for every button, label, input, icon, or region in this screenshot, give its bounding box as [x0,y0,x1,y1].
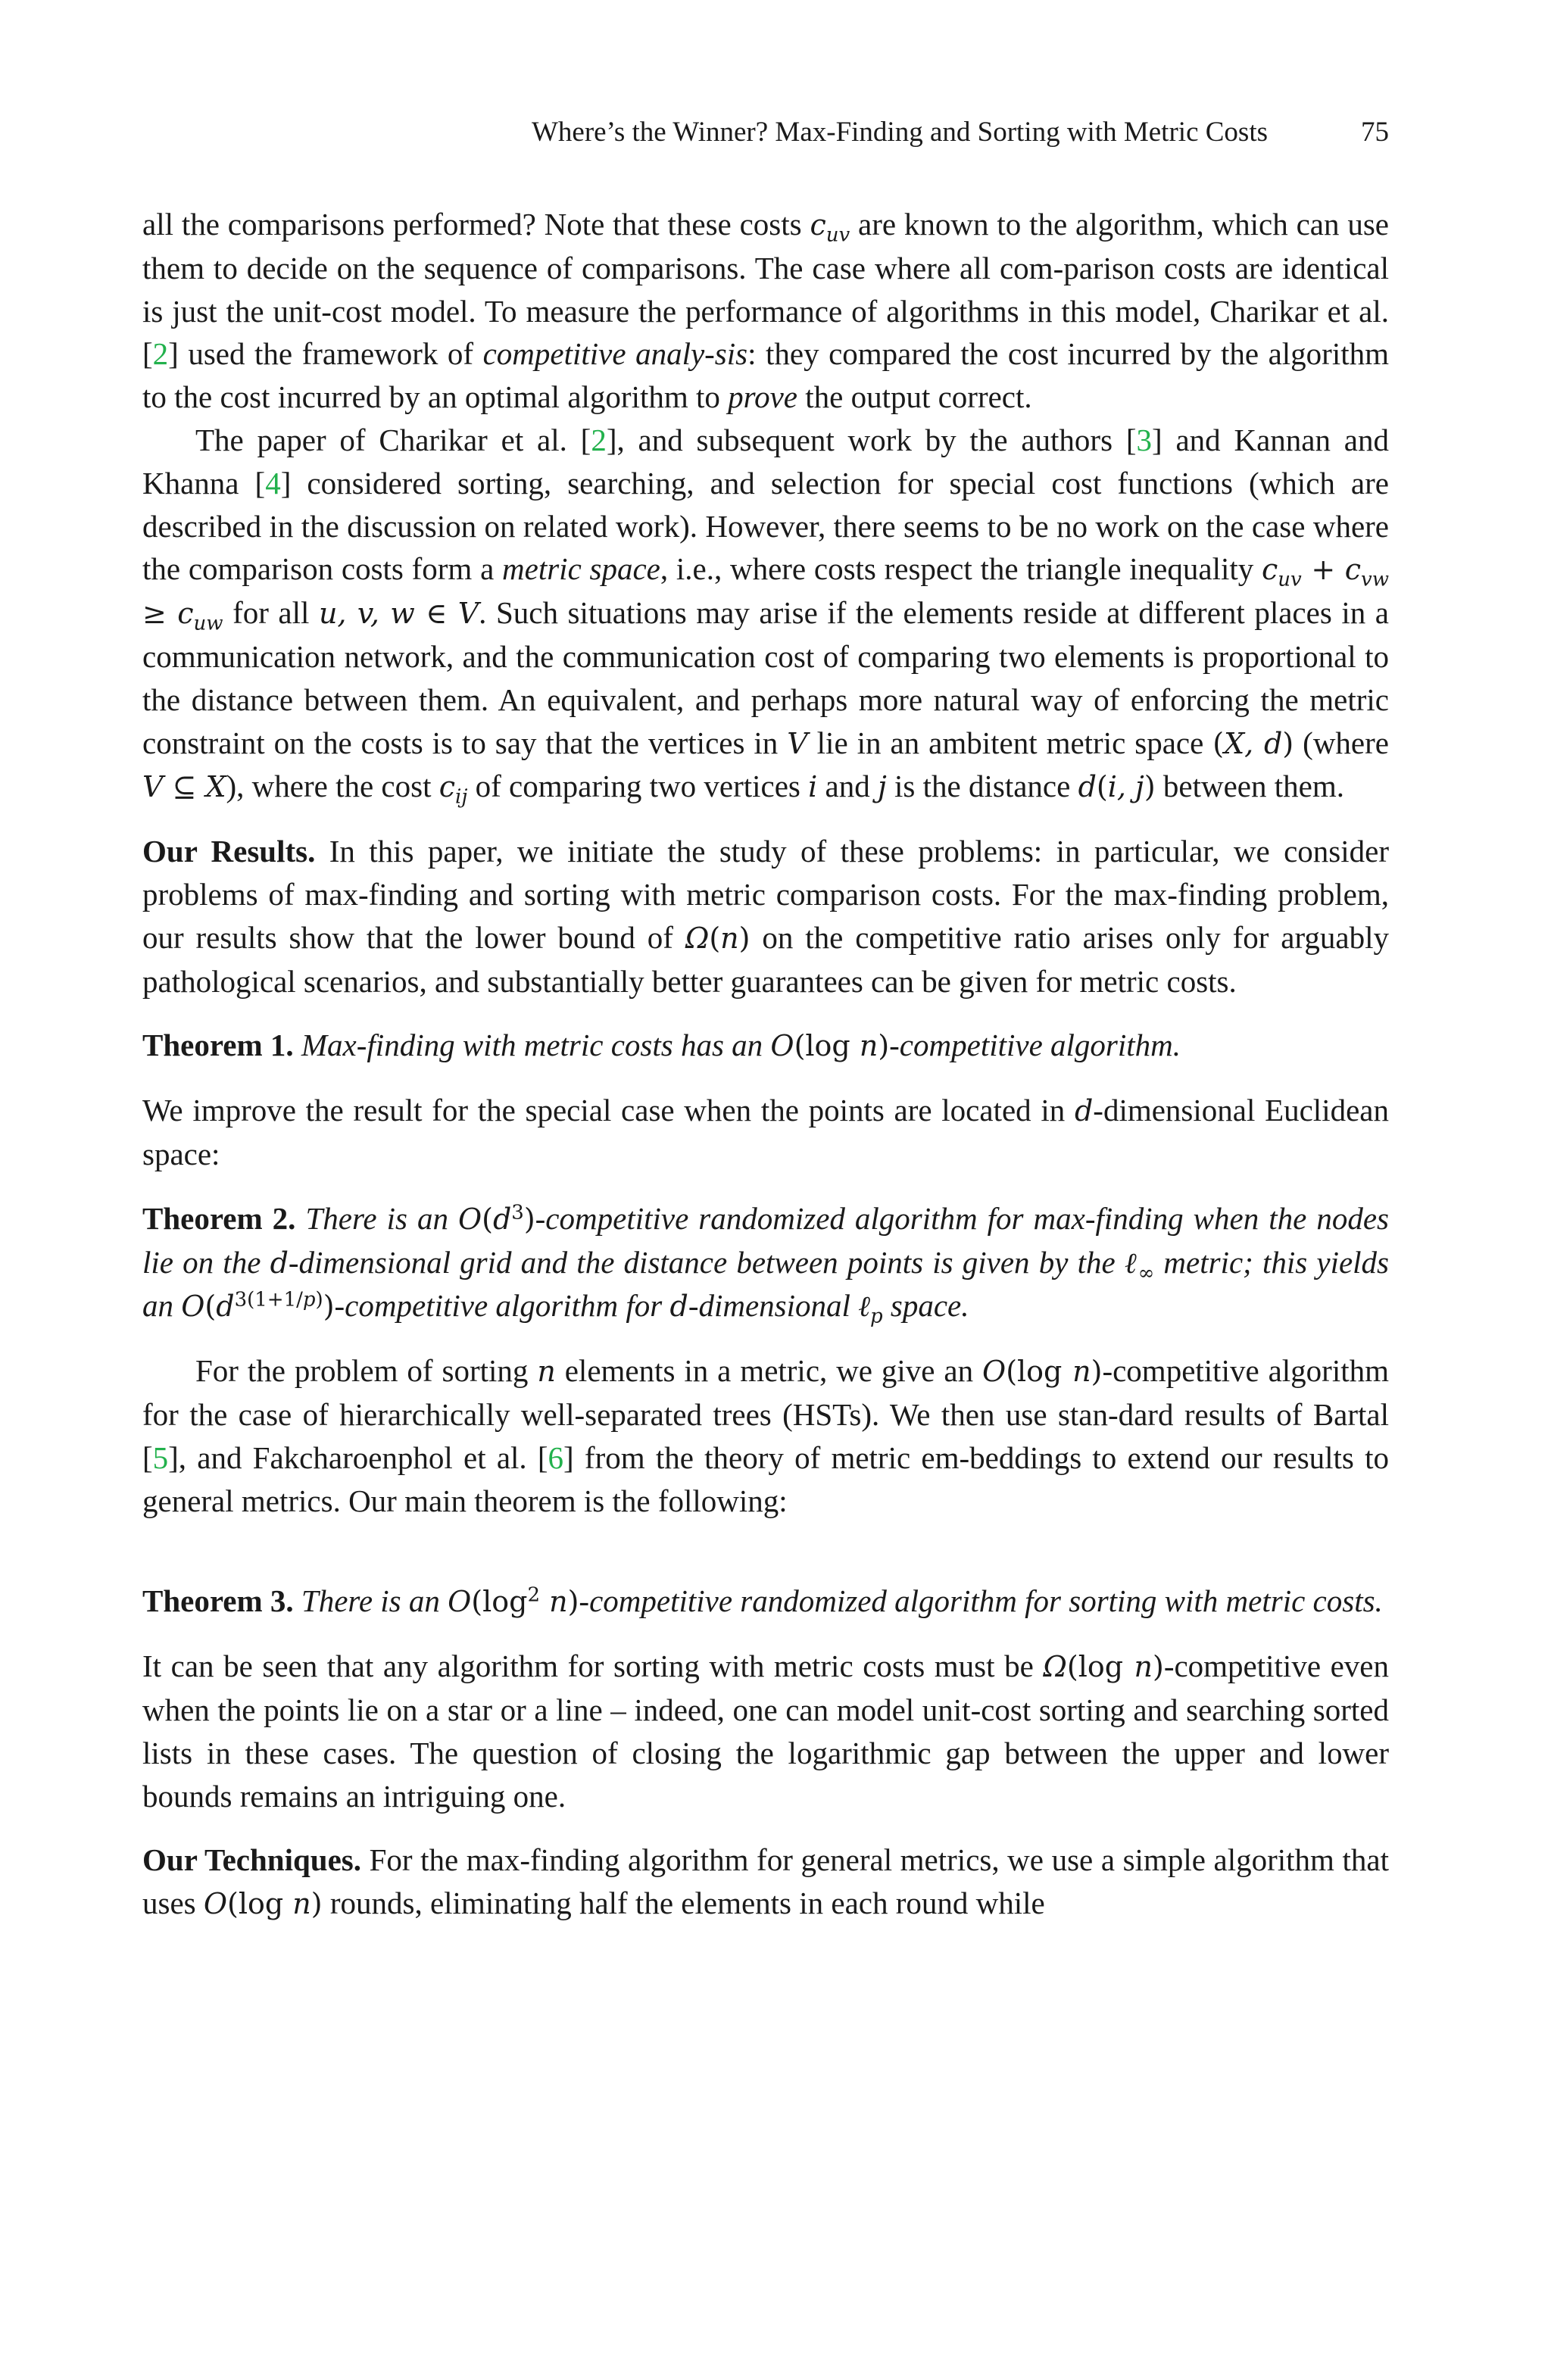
our-results-heading: Our Results. [142,834,316,869]
paragraph-5: It can be seen that any algorithm for sorting with metric costs must be Ω(log n)-competitive even when the points lie on a star or a line – indeed, one can model unit-cost sorting and searching sorted lists in these cases. The question of closing the logarithmic gap between the upper and lower bounds remains an intriguing one. [142,1649,1389,1814]
paragraph-4: For the problem of sorting n elements in a metric, we give an O(log n)-competitive algorithm for the case of hierarchically well-separated trees (HSTs). We then use stan-dard results of Bartal [5], and Fakcharoenphol et al. [6] from the theory of metric em-beddings to extend our results to general metrics. Our main theorem is the following: [142,1353,1389,1518]
paragraph-1: all the comparisons performed? Note that these costs $c_{uv}$ are known to the algorithm, which can use them to decide on the sequence of comparisons. The case where all com-parison costs are identical is just the unit-cost model. To measure the performance of algorithms in this model, Charikar et al. [2] used the framework of competitive analy-sis: they compared the cost incurred by the algorithm to the cost incurred by an optimal algorithm to prove the output correct. [142,207,1389,415]
body-text [142,203,1389,1926]
theorem-1: Theorem 1. Max-finding with metric costs has an O(log n)-competitive algorithm. [142,1028,1181,1063]
page-number: 75 [1361,117,1389,148]
citation-link[interactable]: 3 [1136,422,1152,457]
citation-link[interactable]: 5 [152,1440,169,1475]
theorem-2-heading: Theorem 2. [142,1200,296,1236]
citation-link[interactable]: 4 [265,465,281,501]
theorem-3-heading: Theorem 3. [142,1583,294,1619]
citation-link[interactable]: 2 [152,336,169,372]
paragraph-3: We improve the result for the special case when the points are located in d-dimensional Euclidean space: [142,1093,1389,1171]
running-title: Where’s the Winner? Max-Finding and Sorting with Metric Costs [531,117,1268,148]
theorem-2: Theorem 2. There is an $O(d^3)$-competitive randomized algorithm for max-finding when the nodes lie on the d-dimensional grid and the distance between points is given by the ℓ$_\infty$ metric; this yields an $O(d^{3(1+1/p)})$-competitive algorithm for d-dimensional ℓ$_p$ space. [142,1200,1390,1328]
running-head [142,114,1389,151]
our-techniques-heading: Our Techniques. [142,1842,361,1878]
citation-link[interactable]: 6 [548,1440,564,1475]
theorem-1-heading: Theorem 1. [142,1028,294,1063]
paragraph-2: The paper of Charikar et al. [2], and subsequent work by the authors [3] and Kannan and Khanna [4] considered sorting, searching, and selection for special cost functions (which are described in the discussion on related work). However, there seems to be no work on the case where the comparison costs form a metric space, i.e., where costs respect the triangle inequality $c_{uv} + c_{vw} \ge c_{uw}$ for all u, v, w ∈ V. Such situations may arise if the elements reside at different places in a communication network, and the communication cost of comparing two elements is proportional to the distance between them. An equivalent, and perhaps more natural way of enforcing the metric constraint on the costs is to say that the vertices in V lie in an ambitent metric space (X, d) (where V ⊆ X), where the cost $c_{ij}$ of comparing two vertices i and j is the distance d(i, j) between them. [142,422,1389,809]
our-results-paragraph: Our Results. In this paper, we initiate the study of these problems: in particular, we consider problems of max-finding and sorting with metric comparison costs. For the max-finding problem, our results show that the lower bound of Ω(n) on the competitive ratio arises only for arguably pathological scenarios, and substantially better guarantees can be given for metric costs. [142,834,1390,999]
citation-link[interactable]: 2 [591,422,607,457]
theorem-3: Theorem 3. There is an $O(\log^2$ n)-competitive randomized algorithm for sorting with metric costs. [142,1583,1383,1619]
our-techniques-paragraph: Our Techniques. For the max-finding algorithm for general metrics, we use a simple algorithm that uses O(log n) rounds, eliminating half the elements in each round while [142,1842,1389,1921]
